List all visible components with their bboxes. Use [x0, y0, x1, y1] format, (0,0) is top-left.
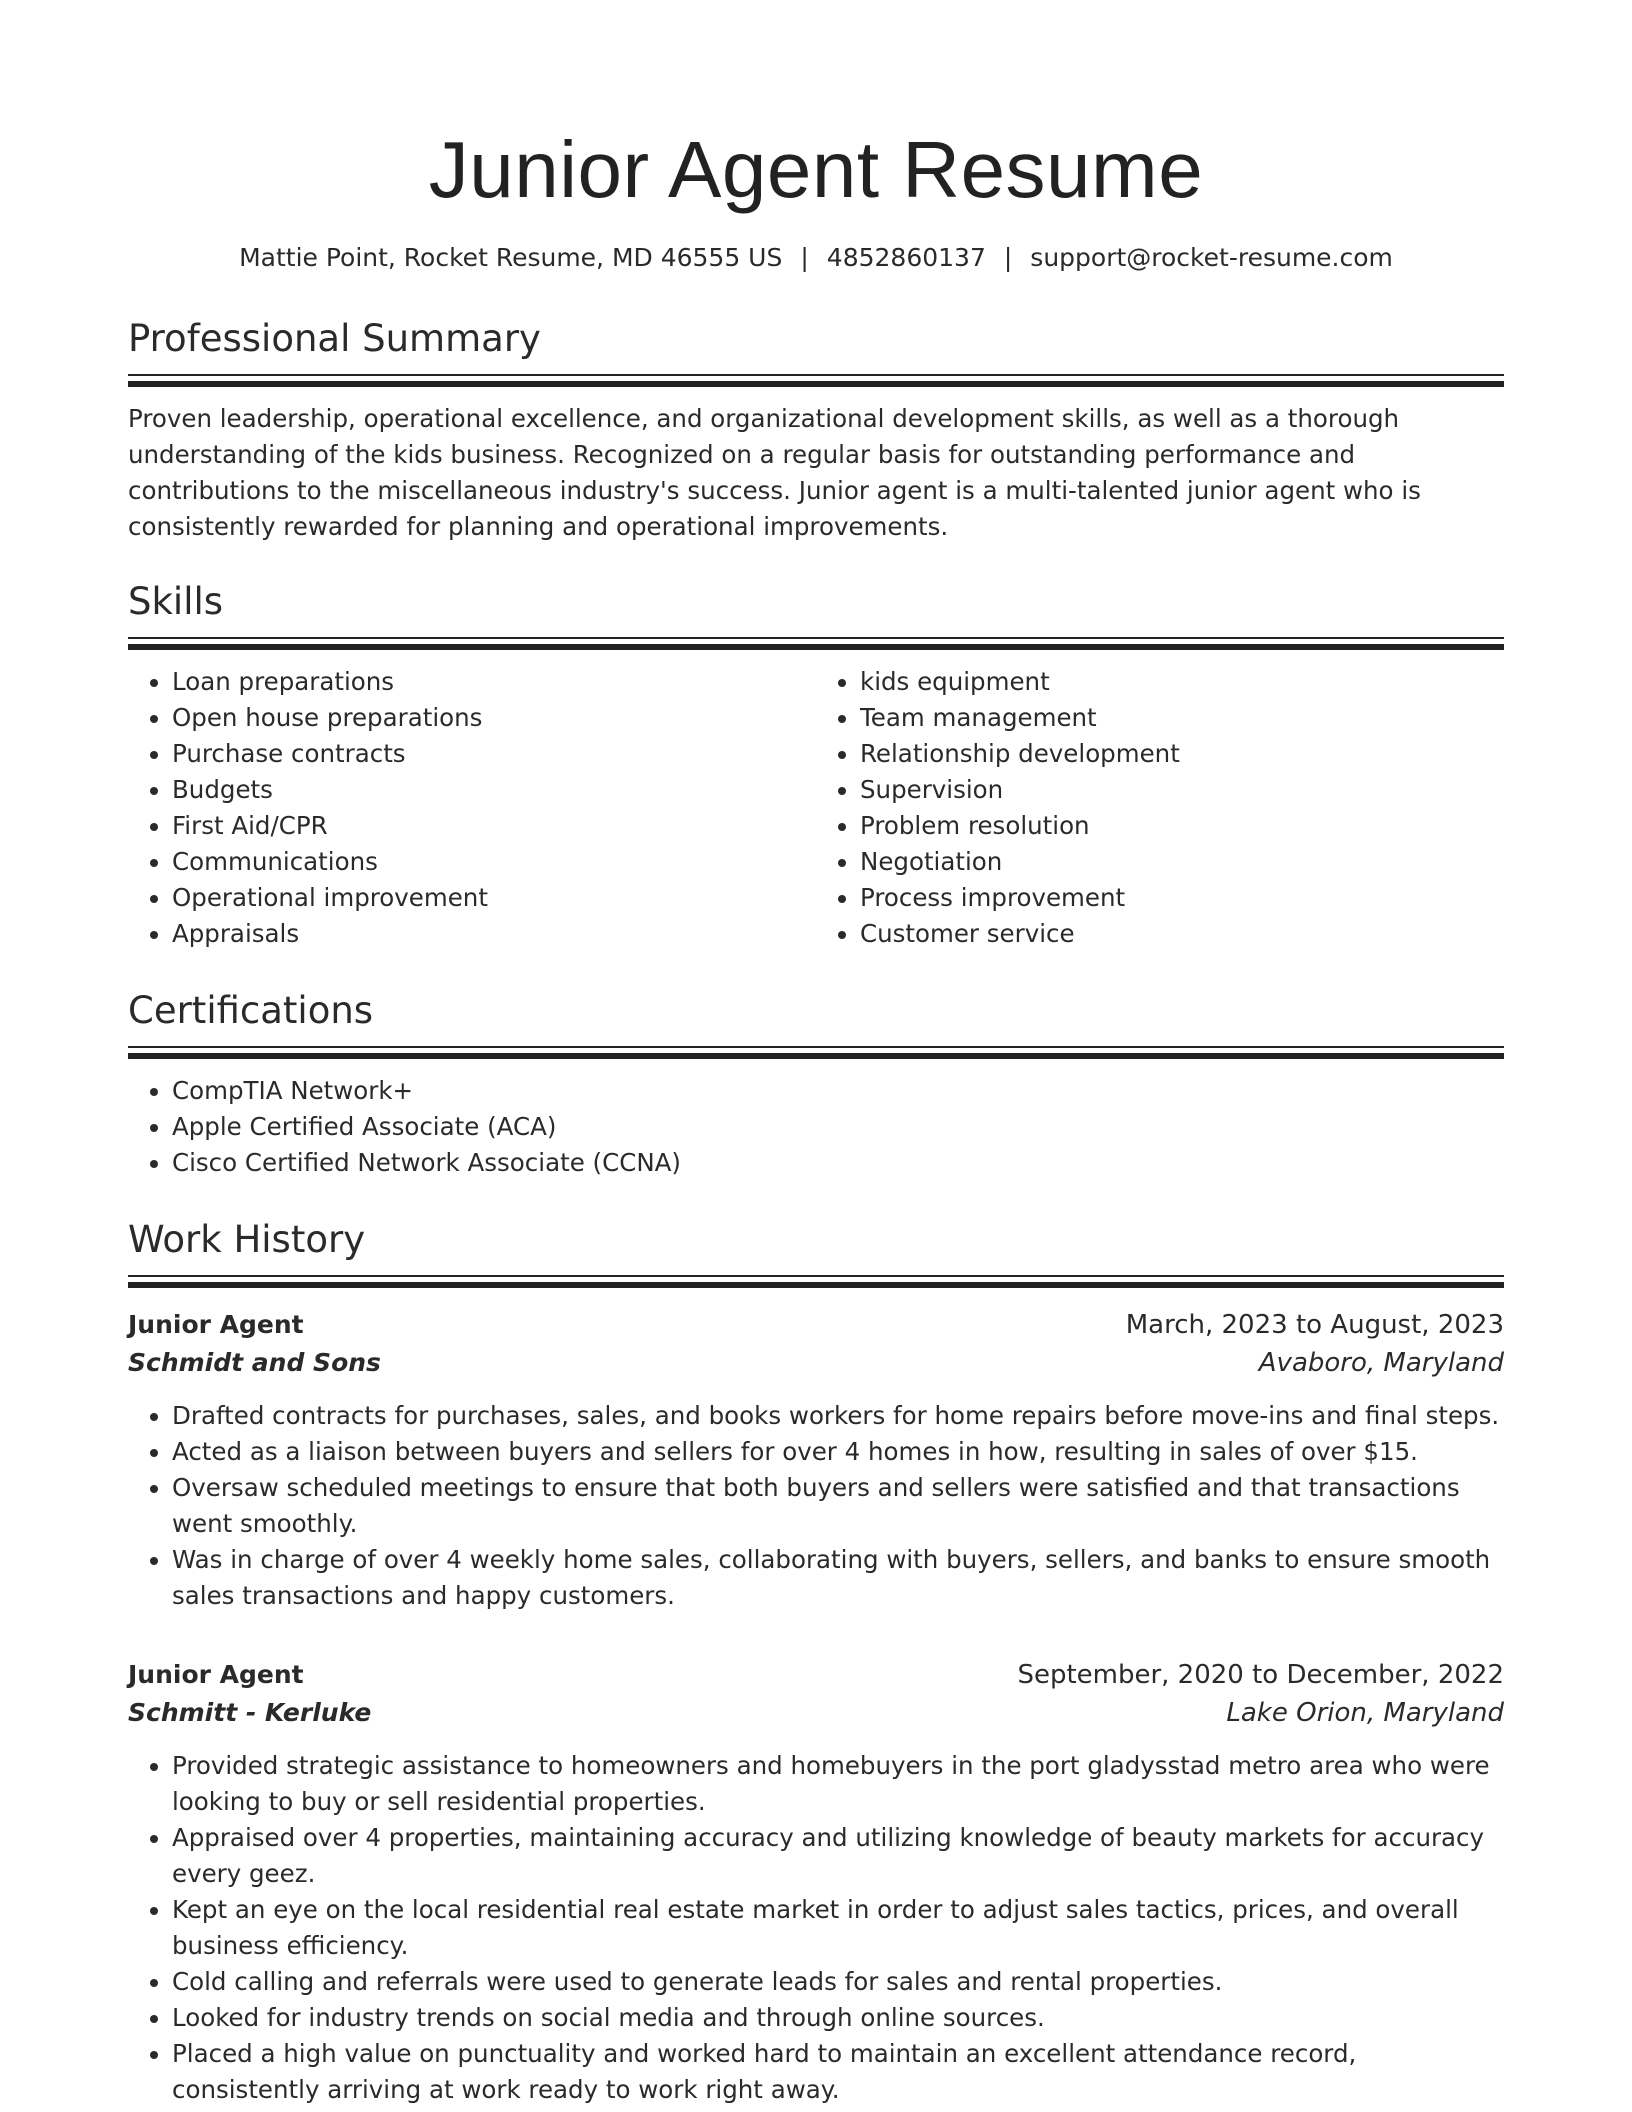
contact-separator: | [800, 243, 809, 272]
job-entry [128, 1306, 1504, 1614]
job-duty-item: • Was in charge of over 4 weekly home sales, collaborating with buyers, sellers, and banks to ensure smooth sales transactions and happy customers. [172, 1542, 1504, 1614]
job-duty-item: • Appraised over 4 properties, maintaining accuracy and utilizing knowledge of beauty markets for accuracy every geez. [172, 1820, 1504, 1892]
contact-line [128, 241, 1504, 275]
job-title: Junior Agent [128, 1660, 304, 1689]
certification-item: • CompTIA Network+ [172, 1073, 1504, 1109]
job-company: Schmitt - Kerluke [128, 1698, 372, 1727]
skill-item: • Problem resolution [860, 808, 1504, 844]
skill-item: • First Aid/CPR [172, 808, 816, 844]
section-divider [128, 1275, 1504, 1277]
contact-email: support@rocket-resume.com [1030, 243, 1393, 272]
summary-section [128, 316, 1504, 545]
summary-text: Proven leadership, operational excellence, and organizational development skills, as well as a thorough understanding of the kids business. Recognized on a regular basis for outstanding performance and contributions to the miscellaneous industry's success. Junior agent is a multi-talented junior agent who is consistently rewarded for planning and operational improvements. [128, 404, 1421, 541]
section-divider [128, 637, 1504, 639]
skill-item: • Appraisals [172, 916, 816, 952]
certifications-section [128, 988, 1504, 1181]
job-entry [128, 1656, 1504, 2108]
skill-item: • Communications [172, 844, 816, 880]
skill-item: • Customer service [860, 916, 1504, 952]
job-title: Junior Agent [128, 1310, 304, 1339]
job-duty-item: • Acted as a liaison between buyers and sellers for over 4 homes in how, resulting in sales of over $15. [172, 1434, 1504, 1470]
section-divider [128, 1046, 1504, 1048]
job-dates: September, 2020 to December, 2022 [1017, 1660, 1504, 1690]
contact-separator: | [1003, 243, 1013, 272]
section-heading-certifications: Certifications [128, 989, 374, 1032]
job-header-row [128, 1306, 1504, 1344]
job-location: Lake Orion, Maryland [1226, 1698, 1504, 1728]
skill-item: • kids equipment [860, 664, 1504, 700]
contact-address: Mattie Point, Rocket Resume, MD 46555 US [239, 243, 783, 272]
skills-grid [128, 650, 1504, 952]
job-subheader-row [128, 1694, 1504, 1732]
section-divider-thick [128, 1053, 1504, 1059]
section-heading-skills: Skills [128, 580, 224, 623]
skill-item: • Purchase contracts [172, 736, 816, 772]
contact-phone: 4852860137 [826, 243, 986, 272]
job-dates: March, 2023 to August, 2023 [1125, 1310, 1504, 1340]
skill-item: • Relationship development [860, 736, 1504, 772]
skill-item: • Loan preparations [172, 664, 816, 700]
section-divider-thick [128, 1282, 1504, 1288]
skills-section [128, 579, 1504, 952]
work-history-section [128, 1217, 1504, 2108]
skill-item: • Open house preparations [172, 700, 816, 736]
job-header-row [128, 1656, 1504, 1694]
job-duty-item: • Looked for industry trends on social media and through online sources. [172, 2000, 1504, 2036]
job-duty-item: • Provided strategic assistance to homeowners and homebuyers in the port gladysstad metro area who were looking to buy or sell residential properties. [172, 1748, 1504, 1820]
section-heading-summary: Professional Summary [128, 317, 541, 360]
section-heading-work-history: Work History [128, 1218, 366, 1261]
job-location: Avaboro, Maryland [1258, 1348, 1504, 1378]
skill-item: • Team management [860, 700, 1504, 736]
skill-item: • Supervision [860, 772, 1504, 808]
job-duties-list [128, 1398, 1504, 1614]
resume-title: Junior Agent Resume [428, 125, 1204, 214]
skill-item: • Negotiation [860, 844, 1504, 880]
job-duty-item: • Kept an eye on the local residential real estate market in order to adjust sales tactics, prices, and overall business efficiency. [172, 1892, 1504, 1964]
certifications-list [128, 1073, 1504, 1181]
job-subheader-row [128, 1344, 1504, 1382]
job-duties-list [128, 1748, 1504, 2108]
job-company: Schmidt and Sons [128, 1348, 381, 1377]
section-divider [128, 374, 1504, 376]
job-duty-item: • Placed a high value on punctuality and worked hard to maintain an excellent attendance record, consistently arriving at work ready to work right away. [172, 2036, 1504, 2108]
skills-list-left [128, 664, 816, 952]
certification-item: • Cisco Certified Network Associate (CCNA) [172, 1145, 1504, 1181]
resume-page [128, 0, 1504, 2108]
certification-item: • Apple Certified Associate (ACA) [172, 1109, 1504, 1145]
skill-item: • Operational improvement [172, 880, 816, 916]
job-duty-item: • Drafted contracts for purchases, sales, and books workers for home repairs before move-ins and final steps. [172, 1398, 1504, 1434]
skills-list-right [816, 664, 1504, 952]
job-duty-item: • Cold calling and referrals were used to generate leads for sales and rental properties. [172, 1964, 1504, 2000]
job-duty-item: • Oversaw scheduled meetings to ensure that both buyers and sellers were satisfied and that transactions went smoothly. [172, 1470, 1504, 1542]
skill-item: • Process improvement [860, 880, 1504, 916]
section-divider-thick [128, 381, 1504, 387]
skill-item: • Budgets [172, 772, 816, 808]
